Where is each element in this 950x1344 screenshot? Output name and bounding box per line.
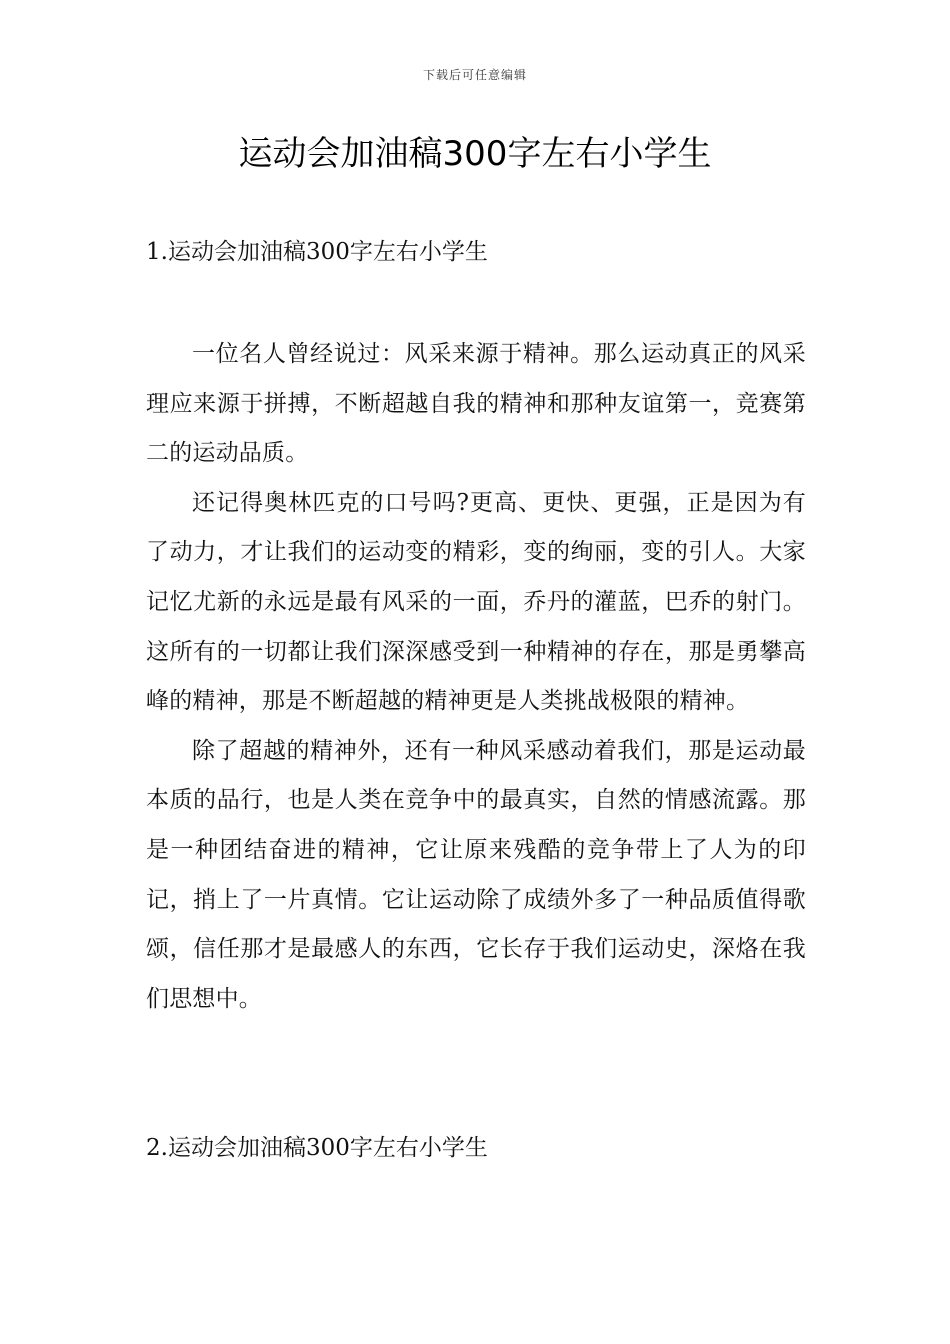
document-title: 运动会加油稿300字左右小学生 <box>238 134 712 174</box>
section-1-body <box>146 330 806 1024</box>
section-heading-1: 1.运动会加油稿300字左右小学生 <box>146 239 488 265</box>
section-heading-2: 2.运动会加油稿300字左右小学生 <box>146 1135 488 1161</box>
paragraph-3: 除了超越的精神外，还有一种风采感动着我们，那是运动最本质的品行，也是人类在竞争中的最真实，自然的情感流露。那是一种团结奋进的精神，它让原来残酷的竞争带上了人为的印记，捎上了一片真情。它让运动除了成绩外多了一种品质值得歌颂，信任那才是最感人的东西，它长存于我们运动史，深烙在我们思想中。 <box>146 737 806 1012</box>
paragraph-2: 还记得奥林匹克的口号吗?更高、更快、更强，正是因为有了动力，才让我们的运动变的精彩，变的绚丽，变的引人。大家记忆尤新的永远是最有风采的一面，乔丹的灌蓝，巴乔的射门。这所有的一切都让我们深深感受到一种精神的存在，那是勇攀高峰的精神，那是不断超越的精神更是人类挑战极限的精神。 <box>146 489 806 715</box>
paragraph-1: 一位名人曾经说过：风采来源于精神。那么运动真正的风采理应来源于拼搏，不断超越自我的精神和那种友谊第一，竞赛第二的运动品质。 <box>146 341 806 467</box>
header-note: 下载后可任意编辑 <box>422 68 527 82</box>
